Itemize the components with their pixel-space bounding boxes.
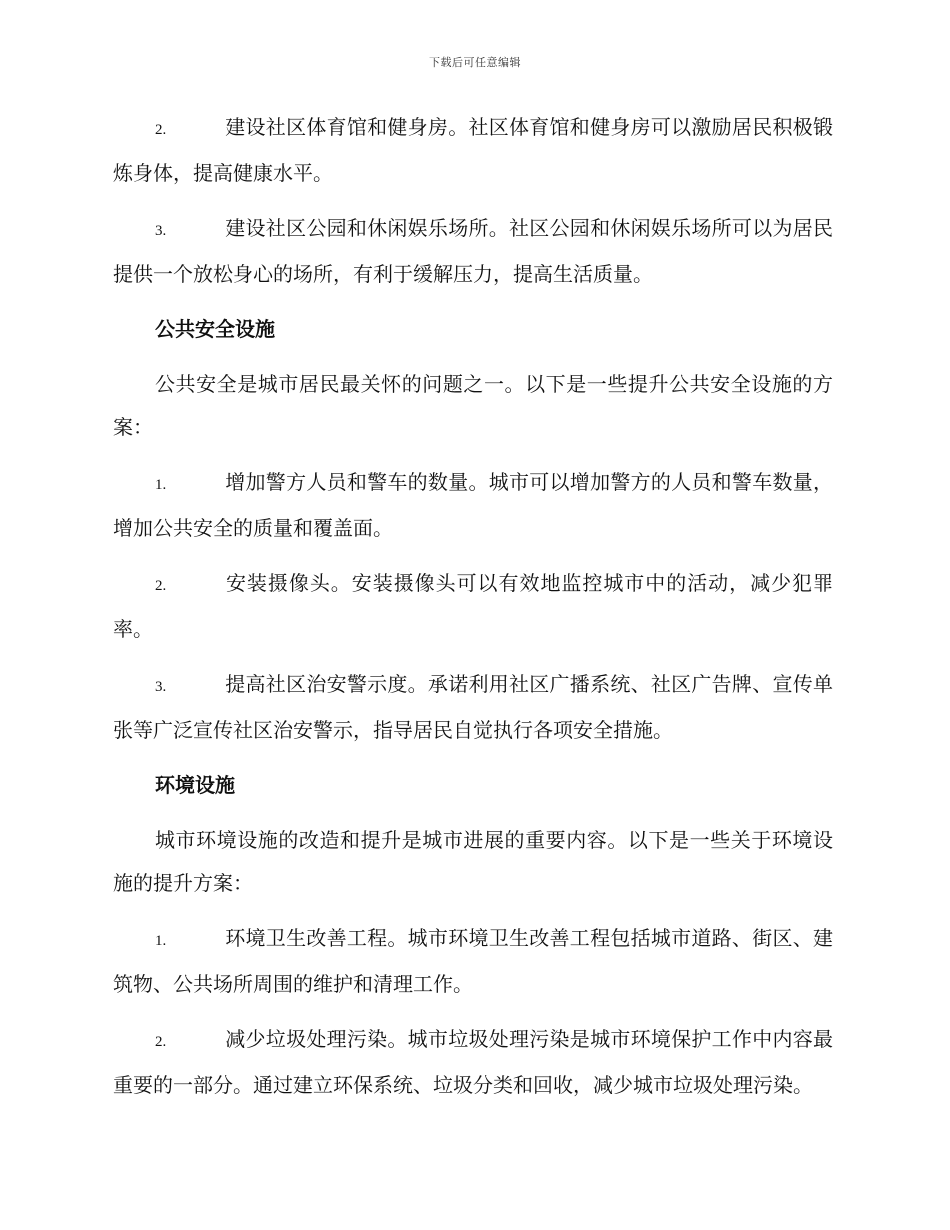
page-header: 下载后可任意编辑 xyxy=(429,56,521,69)
section-intro-paragraph: 城市环境设施的改造和提升是城市进展的重要内容。以下是一些关于环境设施的提升方案： xyxy=(113,828,833,895)
list-item-number: 3. xyxy=(155,679,167,695)
list-item-number: 1. xyxy=(155,477,167,493)
section-heading-environment: 环境设施 xyxy=(155,773,235,797)
list-item-number: 2. xyxy=(155,1034,167,1050)
list-item xyxy=(113,917,833,1006)
list-item-text: 提高社区治安警示度。承诺利用社区广播系统、社区广告牌、宣传单张等广泛宣传社区治安警示，指导居民自觉执行各项安全措施。 xyxy=(113,672,833,742)
list-item xyxy=(113,1018,833,1107)
list-item-number: 2. xyxy=(155,122,167,138)
list-item-number: 1. xyxy=(155,933,167,949)
list-item xyxy=(113,663,833,752)
document-body xyxy=(113,106,833,1119)
list-item xyxy=(113,106,833,195)
list-item xyxy=(113,461,833,550)
list-item-text: 建设社区公园和休闲娱乐场所。社区公园和休闲娱乐场所可以为居民提供一个放松身心的场所，有利于缓解压力，提高生活质量。 xyxy=(113,216,833,286)
list-item-text: 建设社区体育馆和健身房。社区体育馆和健身房可以激励居民积极锻炼身体，提高健康水平。 xyxy=(113,115,833,185)
section-heading-public-safety: 公共安全设施 xyxy=(155,317,275,341)
list-item-text: 安装摄像头。安装摄像头可以有效地监控城市中的活动，减少犯罪率。 xyxy=(113,571,833,641)
list-item-text: 环境卫生改善工程。城市环境卫生改善工程包括城市道路、街区、建筑物、公共场所周围的维护和清理工作。 xyxy=(113,926,833,996)
list-item-number: 3. xyxy=(155,223,167,239)
section-intro-paragraph: 公共安全是城市居民最关怀的问题之一。以下是一些提升公共安全设施的方案： xyxy=(113,372,833,439)
list-item-text: 减少垃圾处理污染。城市垃圾处理污染是城市环境保护工作中内容最重要的一部分。通过建立环保系统、垃圾分类和回收，减少城市垃圾处理污染。 xyxy=(113,1027,833,1097)
list-item xyxy=(113,207,833,296)
list-item-number: 2. xyxy=(155,578,167,594)
list-item xyxy=(113,562,833,651)
list-item-text: 增加警方人员和警车的数量。城市可以增加警方的人员和警车数量，增加公共安全的质量和覆盖面。 xyxy=(113,470,833,540)
